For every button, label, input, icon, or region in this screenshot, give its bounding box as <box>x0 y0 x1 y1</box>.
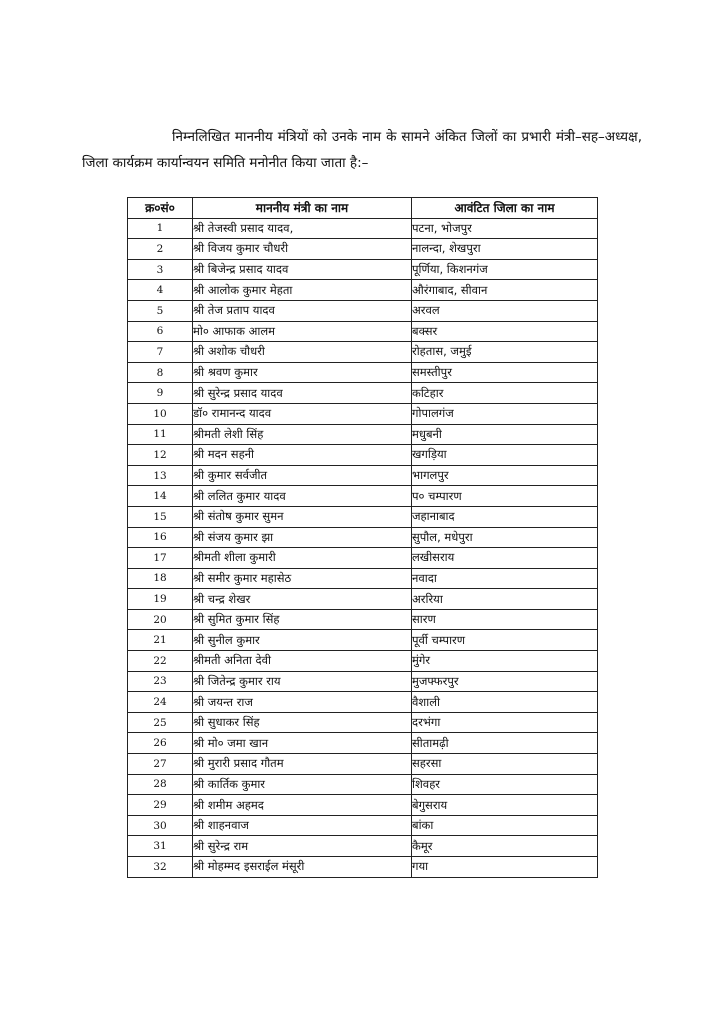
table-row <box>128 692 598 713</box>
minister-name-cell: श्री सुधाकर सिंह <box>193 712 412 733</box>
serial-number-cell: 19 <box>128 589 193 610</box>
serial-number-cell: 17 <box>128 548 193 569</box>
district-name-cell: बांका <box>412 815 598 836</box>
minister-name-cell: श्री ललित कुमार यादव <box>193 486 412 507</box>
serial-number-cell: 30 <box>128 815 193 836</box>
minister-name-cell: श्री सुरेन्द्र राम <box>193 836 412 857</box>
serial-number-cell: 26 <box>128 733 193 754</box>
district-name-cell: गया <box>412 857 598 878</box>
minister-name-cell: श्री संजय कुमार झा <box>193 527 412 548</box>
district-name-cell: खगड़िया <box>412 445 598 466</box>
minister-name-cell: श्रीमती लेशी सिंह <box>193 424 412 445</box>
minister-name-cell: श्री चन्द्र शेखर <box>193 589 412 610</box>
minister-name-cell: श्री बिजेन्द्र प्रसाद यादव <box>193 259 412 280</box>
table-row <box>128 239 598 260</box>
district-name-cell: बक्सर <box>412 321 598 342</box>
minister-name-cell: श्री मो० जमा खान <box>193 733 412 754</box>
serial-number-cell: 8 <box>128 362 193 383</box>
minister-district-table <box>127 197 598 878</box>
district-name-cell: दरभंगा <box>412 712 598 733</box>
serial-number-cell: 16 <box>128 527 193 548</box>
minister-name-cell: श्री तेजस्वी प्रसाद यादव, <box>193 218 412 239</box>
district-name-cell: जहानाबाद <box>412 506 598 527</box>
serial-number-cell: 15 <box>128 506 193 527</box>
minister-name-cell: श्री मदन सहनी <box>193 445 412 466</box>
table-row <box>128 527 598 548</box>
serial-number-cell: 21 <box>128 630 193 651</box>
table-row <box>128 321 598 342</box>
minister-name-cell: श्री संतोष कुमार सुमन <box>193 506 412 527</box>
table-row <box>128 300 598 321</box>
serial-number-cell: 2 <box>128 239 193 260</box>
intro-paragraph: निम्नलिखित माननीय मंत्रियों को उनके नाम के सामने अंकित जिलों का प्रभारी मंत्री–सह–अध्यक्ष, जिला कार्यक्रम कार्यान्वयन समिति मनोनीत किया जाता है:– <box>82 129 642 171</box>
district-name-cell: मुंगेर <box>412 651 598 672</box>
district-name-cell: समस्तीपुर <box>412 362 598 383</box>
district-name-cell: सारण <box>412 609 598 630</box>
district-name-cell: लखीसराय <box>412 548 598 569</box>
serial-number-cell: 5 <box>128 300 193 321</box>
serial-number-cell: 24 <box>128 692 193 713</box>
minister-name-cell: श्री विजय कुमार चौधरी <box>193 239 412 260</box>
minister-name-cell: श्री कार्तिक कुमार <box>193 774 412 795</box>
minister-name-cell: श्री सुरेन्द्र प्रसाद यादव <box>193 383 412 404</box>
serial-number-cell: 6 <box>128 321 193 342</box>
table-row <box>128 815 598 836</box>
district-name-cell: मुजफ्फरपुर <box>412 671 598 692</box>
table-row <box>128 465 598 486</box>
table-row <box>128 342 598 363</box>
serial-number-cell: 13 <box>128 465 193 486</box>
district-name-cell: अरवल <box>412 300 598 321</box>
minister-name-cell: श्रीमती अनिता देवी <box>193 651 412 672</box>
table-row <box>128 548 598 569</box>
minister-name-cell: श्री आलोक कुमार मेहता <box>193 280 412 301</box>
minister-name-cell: श्री शाहनवाज <box>193 815 412 836</box>
minister-name-cell: श्री जयन्त राज <box>193 692 412 713</box>
table-header-row <box>128 198 598 219</box>
header-serial-number: क्र०सं० <box>128 198 193 219</box>
serial-number-cell: 23 <box>128 671 193 692</box>
serial-number-cell: 22 <box>128 651 193 672</box>
district-name-cell: भागलपुर <box>412 465 598 486</box>
minister-name-cell: श्री सुनील कुमार <box>193 630 412 651</box>
minister-name-cell: डॉ० रामानन्द यादव <box>193 403 412 424</box>
district-name-cell: बेगुसराय <box>412 795 598 816</box>
serial-number-cell: 20 <box>128 609 193 630</box>
table-row <box>128 609 598 630</box>
table-row <box>128 630 598 651</box>
serial-number-cell: 12 <box>128 445 193 466</box>
district-name-cell: नालन्दा, शेखपुरा <box>412 239 598 260</box>
serial-number-cell: 31 <box>128 836 193 857</box>
minister-name-cell: श्री श्रवण कुमार <box>193 362 412 383</box>
serial-number-cell: 14 <box>128 486 193 507</box>
table-row <box>128 506 598 527</box>
serial-number-cell: 29 <box>128 795 193 816</box>
table-row <box>128 836 598 857</box>
serial-number-cell: 25 <box>128 712 193 733</box>
district-name-cell: वैशाली <box>412 692 598 713</box>
district-name-cell: कटिहार <box>412 383 598 404</box>
table-row <box>128 733 598 754</box>
district-name-cell: पूर्वी चम्पारण <box>412 630 598 651</box>
serial-number-cell: 7 <box>128 342 193 363</box>
district-name-cell: रोहतास, जमुई <box>412 342 598 363</box>
district-name-cell: कैमूर <box>412 836 598 857</box>
table-row <box>128 218 598 239</box>
header-district-name: आवंटित जिला का नाम <box>412 198 598 219</box>
district-name-cell: अररिया <box>412 589 598 610</box>
table-row <box>128 795 598 816</box>
serial-number-cell: 10 <box>128 403 193 424</box>
serial-number-cell: 4 <box>128 280 193 301</box>
minister-name-cell: श्री समीर कुमार महासेठ <box>193 568 412 589</box>
minister-name-cell: श्री शमीम अहमद <box>193 795 412 816</box>
serial-number-cell: 1 <box>128 218 193 239</box>
table-row <box>128 568 598 589</box>
minister-name-cell: मो० आफाक आलम <box>193 321 412 342</box>
district-name-cell: मधुबनी <box>412 424 598 445</box>
district-name-cell: गोपालगंज <box>412 403 598 424</box>
minister-name-cell: श्री मोहम्मद इसराईल मंसूरी <box>193 857 412 878</box>
district-name-cell: प० चम्पारण <box>412 486 598 507</box>
table-row <box>128 259 598 280</box>
table-row <box>128 403 598 424</box>
table-row <box>128 424 598 445</box>
serial-number-cell: 3 <box>128 259 193 280</box>
minister-name-cell: श्री अशोक चौधरी <box>193 342 412 363</box>
table-row <box>128 651 598 672</box>
table-row <box>128 754 598 775</box>
serial-number-cell: 32 <box>128 857 193 878</box>
table-row <box>128 383 598 404</box>
district-name-cell: सहरसा <box>412 754 598 775</box>
table-row <box>128 712 598 733</box>
district-name-cell: नवादा <box>412 568 598 589</box>
district-name-cell: पूर्णिया, किशनगंज <box>412 259 598 280</box>
minister-name-cell: श्री सुमित कुमार सिंह <box>193 609 412 630</box>
header-minister-name: माननीय मंत्री का नाम <box>193 198 412 219</box>
district-name-cell: शिवहर <box>412 774 598 795</box>
serial-number-cell: 11 <box>128 424 193 445</box>
serial-number-cell: 18 <box>128 568 193 589</box>
table-row <box>128 589 598 610</box>
minister-name-cell: श्री तेज प्रताप यादव <box>193 300 412 321</box>
serial-number-cell: 28 <box>128 774 193 795</box>
minister-name-cell: श्री जितेन्द्र कुमार राय <box>193 671 412 692</box>
table-row <box>128 445 598 466</box>
district-name-cell: सुपौल, मधेपुरा <box>412 527 598 548</box>
minister-name-cell: श्रीमती शीला कुमारी <box>193 548 412 569</box>
serial-number-cell: 27 <box>128 754 193 775</box>
district-name-cell: पटना, भोजपुर <box>412 218 598 239</box>
serial-number-cell: 9 <box>128 383 193 404</box>
table-row <box>128 671 598 692</box>
table-row <box>128 857 598 878</box>
minister-name-cell: श्री कुमार सर्वजीत <box>193 465 412 486</box>
district-name-cell: सीतामढ़ी <box>412 733 598 754</box>
table-row <box>128 362 598 383</box>
minister-name-cell: श्री मुरारी प्रसाद गौतम <box>193 754 412 775</box>
table-row <box>128 774 598 795</box>
table-body <box>128 218 598 877</box>
district-name-cell: औरंगाबाद, सीवान <box>412 280 598 301</box>
table-row <box>128 486 598 507</box>
table-row <box>128 280 598 301</box>
